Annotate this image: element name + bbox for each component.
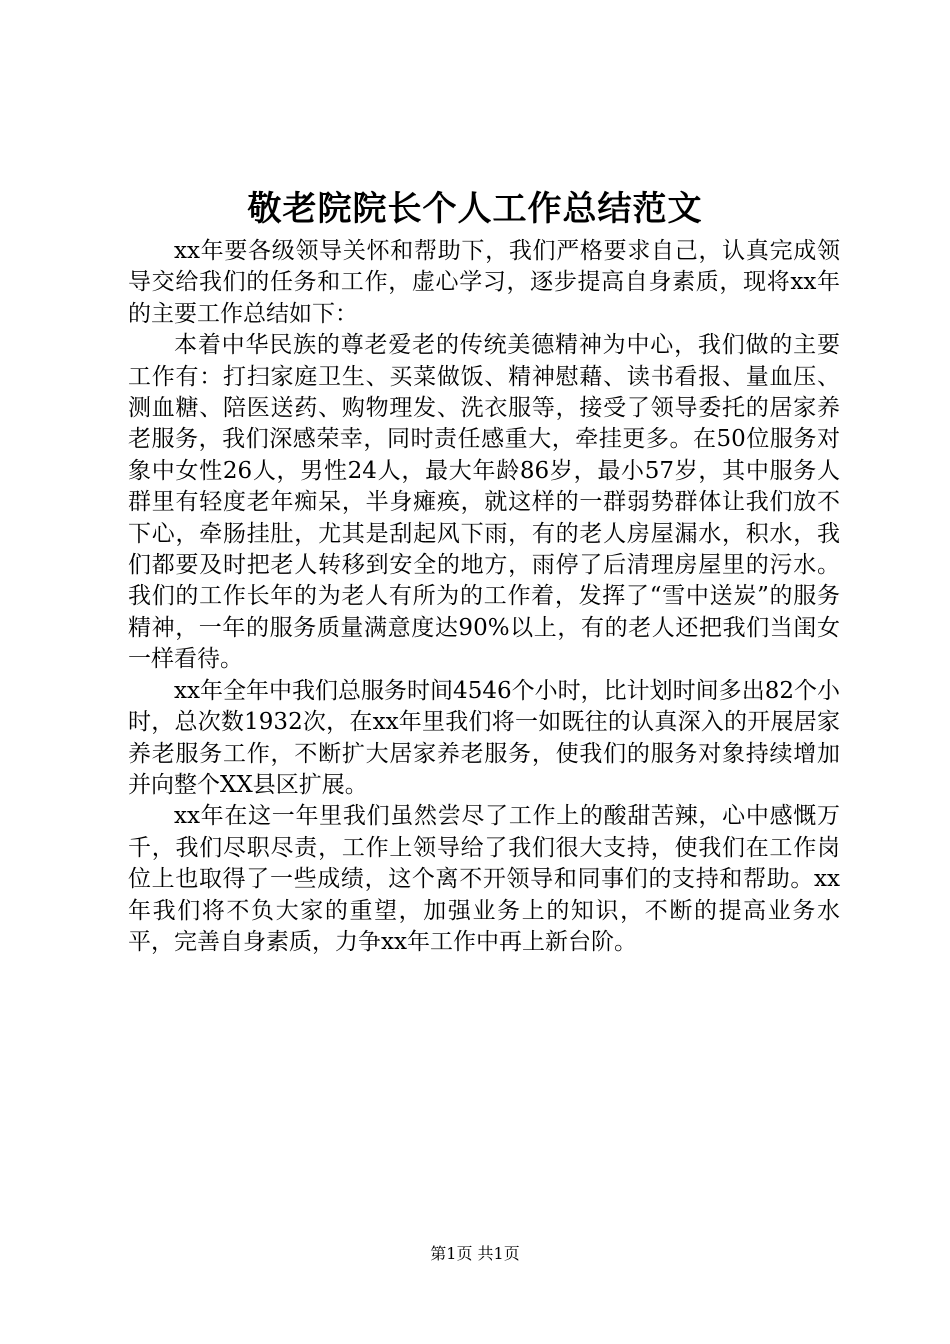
- paragraph-2: 本着中华民族的尊老爱老的传统美德精神为中心，我们做的主要工作有：打扫家庭卫生、买菜做饭、精神慰藉、读书看报、量血压、测血糖、陪医送药、购物理发、洗衣服等，接受了领导委托的居家养老服务，我们深感荣幸，同时责任感重大，牵挂更多。在50位服务对象中女性26人，男性24人，最大年龄86岁，最小57岁，其中服务人群里有轻度老年痴呆，半身瘫痪，就这样的一群弱势群体让我们放不下心，牵肠挂肚，尤其是刮起风下雨，有的老人房屋漏水，积水，我们都要及时把老人转移到安全的地方，雨停了后清理房屋里的污水。我们的工作长年的为老人有所为的工作着，发挥了“雪中送炭”的服务精神，一年的服务质量满意度达90%以上，有的老人还把我们当闺女一样看待。: [128, 332, 840, 673]
- document-title: 敬老院院长个人工作总结范文: [247, 189, 703, 229]
- page-footer: 第1页 共1页: [430, 1244, 520, 1263]
- document-body: [128, 236, 840, 958]
- paragraph-1: xx年要各级领导关怀和帮助下，我们严格要求自己，认真完成领导交给我们的任务和工作，虚心学习，逐步提高自身素质，现将xx年的主要工作总结如下：: [128, 238, 840, 327]
- paragraph-4: xx年在这一年里我们虽然尝尽了工作上的酸甜苦辣，心中感慨万千，我们尽职尽责，工作上领导给了我们很大支持，使我们在工作岗位上也取得了一些成绩，这个离不开领导和同事们的支持和帮助。xx年我们将不负大家的重望，加强业务上的知识，不断的提高业务水平，完善自身素质，力争xx年工作中再上新台阶。: [128, 803, 840, 955]
- paragraph-3: xx年全年中我们总服务时间4546个小时，比计划时间多出82个小时，总次数1932次，在xx年里我们将一如既往的认真深入的开展居家养老服务工作，不断扩大居家养老服务，使我们的服务对象持续增加并向整个XX县区扩展。: [128, 677, 840, 798]
